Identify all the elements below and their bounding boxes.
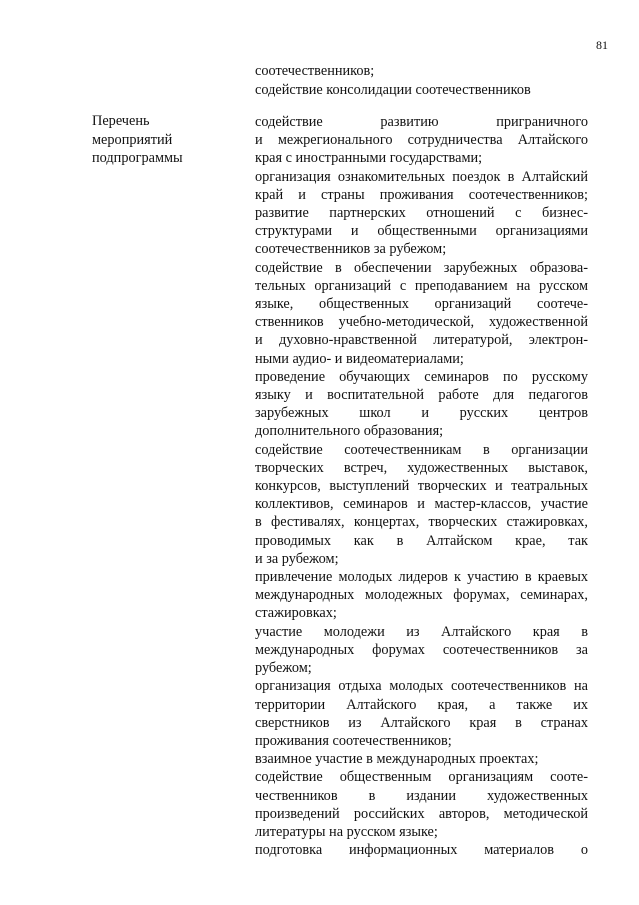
measures-line: конкурсов, выступлений творческих и театральных (255, 478, 588, 495)
measures-line: в фестивалях, концертах, творческих стажировках, (255, 514, 588, 531)
measures-line: сверстников из Алтайского края в странах (255, 714, 588, 731)
measures-line: проведение обучающих семинаров по русскому (255, 368, 588, 385)
measures-line: языке, общественных организаций соотече- (255, 296, 588, 313)
measures-line: дополнительного образования; (255, 423, 444, 440)
measures-line: и межрегионального сотрудничества Алтайского (255, 132, 588, 149)
page-number: 81 (596, 38, 608, 52)
measures-line: территории Алтайского края, а также их (255, 696, 588, 713)
measures-line: произведений российских авторов, методической (255, 805, 588, 822)
section-label-line: мероприятий (92, 131, 173, 148)
measures-line: зарубежных школ и русских центров (255, 405, 588, 422)
measures-line: организация отдыха молодых соотечественников на (255, 678, 588, 695)
section-label (92, 112, 232, 168)
measures-line: проводимых как в Алтайском крае, так (255, 532, 588, 549)
measures-line: проживания соотечественников; (255, 732, 452, 749)
measures-line: содействие в обеспечении зарубежных образова- (255, 259, 588, 276)
measures-line: соотечественников за рубежом; (255, 241, 447, 258)
measures-line: край и страны проживания соотечественников; (255, 186, 588, 203)
section-label-line: Перечень (92, 113, 150, 129)
measures-line: ственников учебно-методической, художественной (255, 314, 588, 331)
measures-line: структурами и общественными организациями (255, 223, 588, 240)
measures-list (255, 113, 588, 859)
measures-line: тельных организаций с преподаванием на русском (255, 277, 588, 294)
measures-line: ными аудио- и видеоматериалами; (255, 350, 464, 367)
measures-line: международных форумах соотечественников за (255, 641, 588, 658)
measures-line: и за рубежом; (255, 550, 339, 567)
intro-text-block (255, 62, 588, 99)
measures-line: литературы на русском языке; (255, 823, 438, 840)
measures-line: коллективов, семинаров и мастер-классов, участие (255, 496, 588, 513)
measures-line: привлечение молодых лидеров к участию в краевых (255, 569, 588, 586)
measures-line: содействие общественным организациям сооте- (255, 769, 588, 786)
measures-line: и духовно-нравственной литературой, электрон- (255, 332, 588, 349)
measures-line: организация ознакомительных поездок в Алтайский (255, 168, 588, 185)
measures-line: международных молодежных форумах, семинарах, (255, 587, 588, 604)
measures-line: языку и воспитательной работе для педагогов (255, 387, 588, 404)
intro-line: соотечественников; (255, 63, 375, 79)
measures-line: содействие развитию приграничного (255, 114, 588, 130)
measures-line: края с иностранными государствами; (255, 150, 483, 167)
measures-line: подготовка информационных материалов о (255, 842, 588, 859)
measures-line: чественников в издании художественных (255, 787, 588, 804)
measures-line: участие молодежи из Алтайского края в (255, 623, 588, 640)
measures-line: рубежом; (255, 660, 312, 677)
section-label-line: подпрограммы (92, 150, 183, 166)
measures-line: развитие партнерских отношений с бизнес- (255, 205, 588, 222)
intro-line: содействие консолидации соотечественников (255, 81, 531, 98)
measures-line: взаимное участие в международных проектах; (255, 751, 539, 768)
measures-line: творческих встреч, художественных выставок, (255, 459, 588, 476)
measures-line: стажировках; (255, 605, 337, 622)
measures-line: содействие соотечественникам в организации (255, 441, 588, 458)
